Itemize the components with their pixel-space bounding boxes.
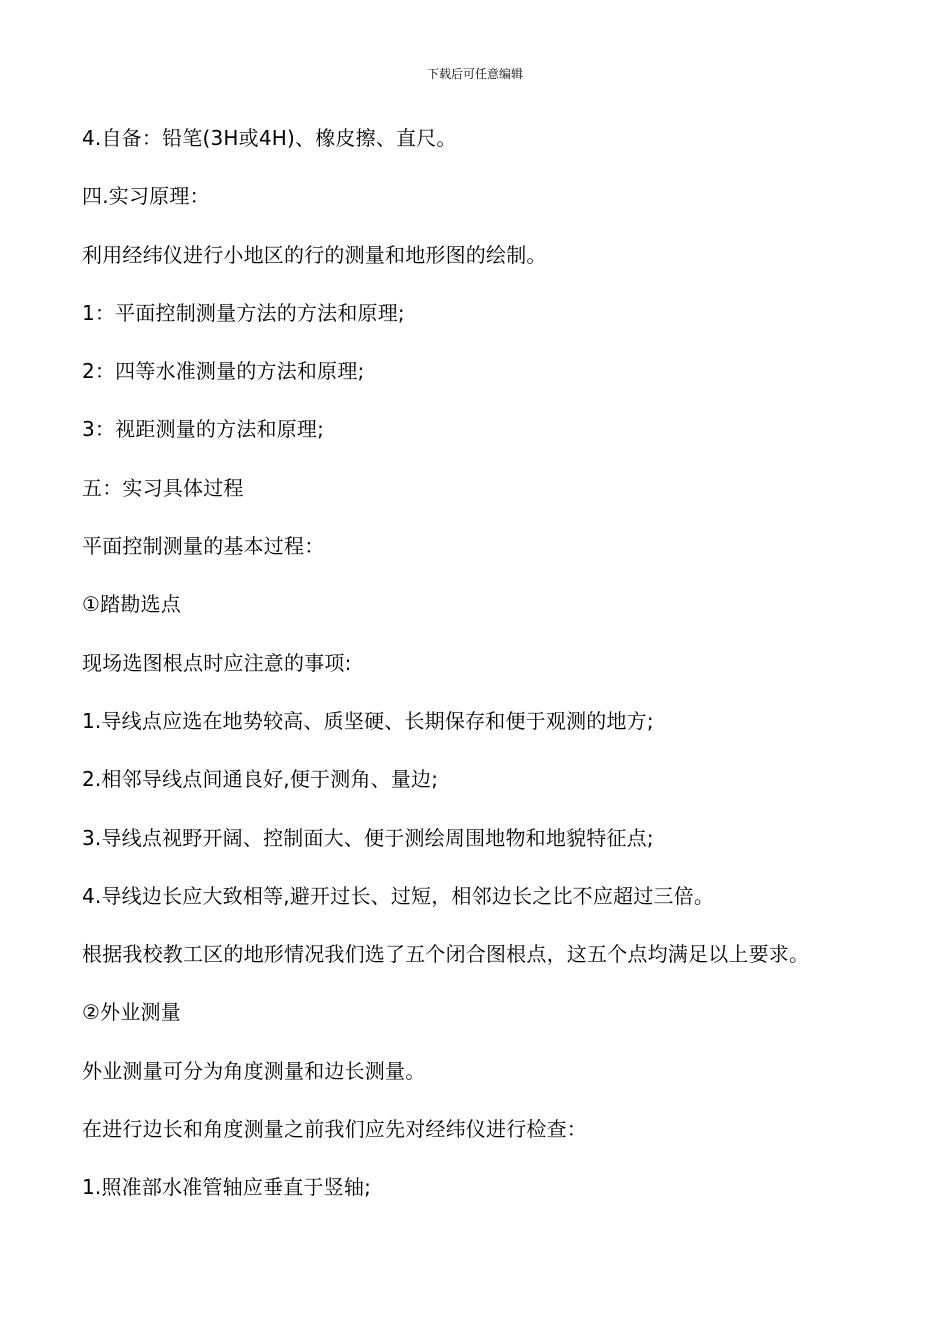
section-heading: 四.实习原理： <box>82 184 210 209</box>
list-item: 1.导线点应选在地势较高、质坚硬、长期保存和便于观测的地方; <box>82 708 654 733</box>
document-body <box>82 118 942 1226</box>
page-header-note: 下载后可任意编辑 <box>426 67 523 81</box>
text-line: 根据我校教工区的地形情况我们选了五个闭合图根点，这五个点均满足以上要求。 <box>82 942 810 967</box>
text-line: 利用经纬仪进行小地区的行的测量和地形图的绘制。 <box>82 242 547 267</box>
text-line: 平面控制测量的基本过程： <box>82 534 325 559</box>
list-item: 4.导线边长应大致相等,避开过长、过短，相邻边长之比不应超过三倍。 <box>82 883 715 908</box>
list-item: 1.照准部水准管轴应垂直于竖轴; <box>82 1175 372 1200</box>
list-item: 2.相邻导线点间通良好,便于测角、量边; <box>82 767 439 792</box>
subsection-heading: ②外业测量 <box>82 1000 181 1025</box>
section-heading: 五：实习具体过程 <box>82 475 244 500</box>
list-item: 3：视距测量的方法和原理; <box>82 417 325 442</box>
list-item: 2：四等水准测量的方法和原理; <box>82 359 365 384</box>
list-item: 1：平面控制测量方法的方法和原理; <box>82 300 405 325</box>
text-line: 外业测量可分为角度测量和边长测量。 <box>82 1058 426 1083</box>
text-line: 现场选图根点时应注意的事项: <box>82 650 352 675</box>
subsection-heading: ①踏勘选点 <box>82 592 181 617</box>
list-item: 3.导线点视野开阔、控制面大、便于测绘周围地物和地貌特征点; <box>82 825 654 850</box>
text-line: 在进行边长和角度测量之前我们应先对经纬仪进行检查： <box>82 1117 587 1142</box>
text-line: 4.自备：铅笔(3H或4H)、橡皮擦、直尺。 <box>82 126 457 150</box>
